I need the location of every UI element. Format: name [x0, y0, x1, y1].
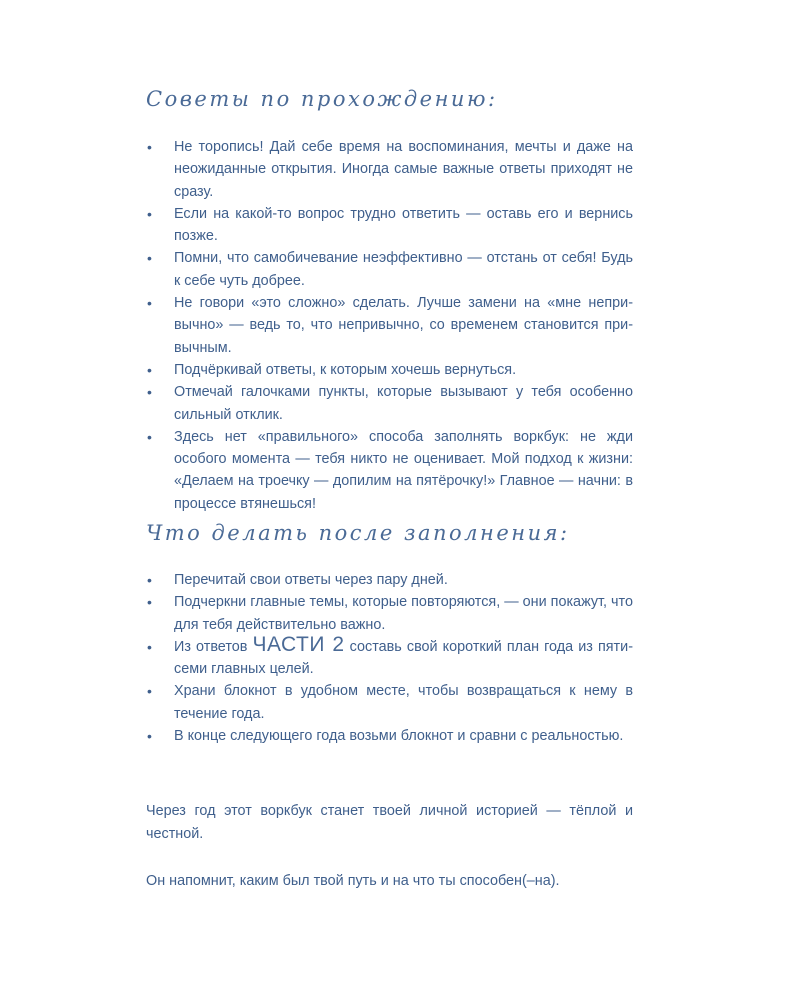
closing-paragraph-1: Через год этот воркбук станет твоей личной историей — тёплой и честной. — [146, 803, 633, 842]
list-item-text: Подчёркивай ответы, к которым хочешь вернуться. — [174, 361, 517, 378]
list-item-text: В конце следующего года возьми блокнот и сравни с реальностью. — [174, 728, 624, 745]
list-item — [146, 359, 633, 381]
list-item — [146, 632, 633, 681]
list-item-text-before: Из ответов — [174, 638, 253, 655]
list-item — [146, 591, 633, 636]
after-completion-list — [146, 569, 633, 747]
list-item — [146, 247, 633, 292]
bullet-icon: • — [147, 638, 152, 655]
list-item-text: Не торопись! Дай себе время на воспоминания, мечты и даже на неожиданные открытия. Иногда самые важные ответы приходят не сразу. — [174, 139, 633, 200]
list-item — [146, 381, 633, 426]
list-item — [146, 569, 633, 591]
bullet-icon: • — [147, 295, 152, 312]
list-item — [146, 426, 633, 515]
bullet-icon: • — [147, 384, 152, 401]
bullet-icon: • — [147, 683, 152, 700]
list-item-text: Перечитай свои ответы через пару дней. — [174, 572, 448, 588]
tips-list — [146, 136, 633, 515]
bullet-icon: • — [147, 728, 152, 745]
tips-heading: Советы по прохождению: — [146, 87, 498, 111]
list-item-text: Храни блокнот в удобном месте, чтобы возвращаться к нему в течение года. — [174, 683, 633, 722]
list-item-text: Помни, что самобичевание неэффективно — отстань от себя! Будь к себе чуть добрее. — [174, 250, 633, 289]
list-item-text-after: составь свой короткий план года из пяти-семи главных целей. — [174, 638, 633, 678]
list-item — [146, 680, 633, 725]
part-2-reference: ЧАСТИ 2 — [252, 632, 345, 656]
list-item — [146, 725, 633, 747]
list-item-text: Подчеркни главные темы, которые повторяются, — они покажут, что для тебя действительно важно. — [174, 594, 633, 633]
list-item-text: Не говори «это сложно» сделать. Лучше замени на «мне непривычно» — ведь то, что непривычно, со временем становится привычным. — [174, 295, 633, 356]
list-item-text: Отмечай галочками пункты, которые вызывают у тебя особенно сильный отклик. — [174, 384, 633, 423]
bullet-icon: • — [147, 572, 152, 588]
list-item-text: Здесь нет «правильного» способа заполнять воркбук: не жди особого момента — тебя никто не оценивает. Мой подход к жизни: «Делаем на троечку — допилим на пятёрочку!» Главное — начни: в процессе втянешься! — [174, 428, 633, 512]
bullet-icon: • — [147, 139, 152, 155]
bullet-icon: • — [147, 250, 152, 267]
bullet-icon: • — [147, 428, 152, 445]
bullet-icon: • — [147, 205, 152, 222]
list-item — [146, 203, 633, 248]
bullet-icon: • — [147, 594, 152, 611]
bullet-icon: • — [147, 361, 152, 378]
closing-paragraph-2: Он напомнит, каким был твой путь и на что ты способен(–на). — [146, 873, 560, 889]
list-item-text: Если на какой-то вопрос трудно ответить — оставь его и вернись позже. — [174, 205, 633, 245]
list-item — [146, 136, 633, 203]
after-completion-heading: Что делать после заполнения: — [146, 521, 570, 545]
list-item — [146, 292, 633, 359]
